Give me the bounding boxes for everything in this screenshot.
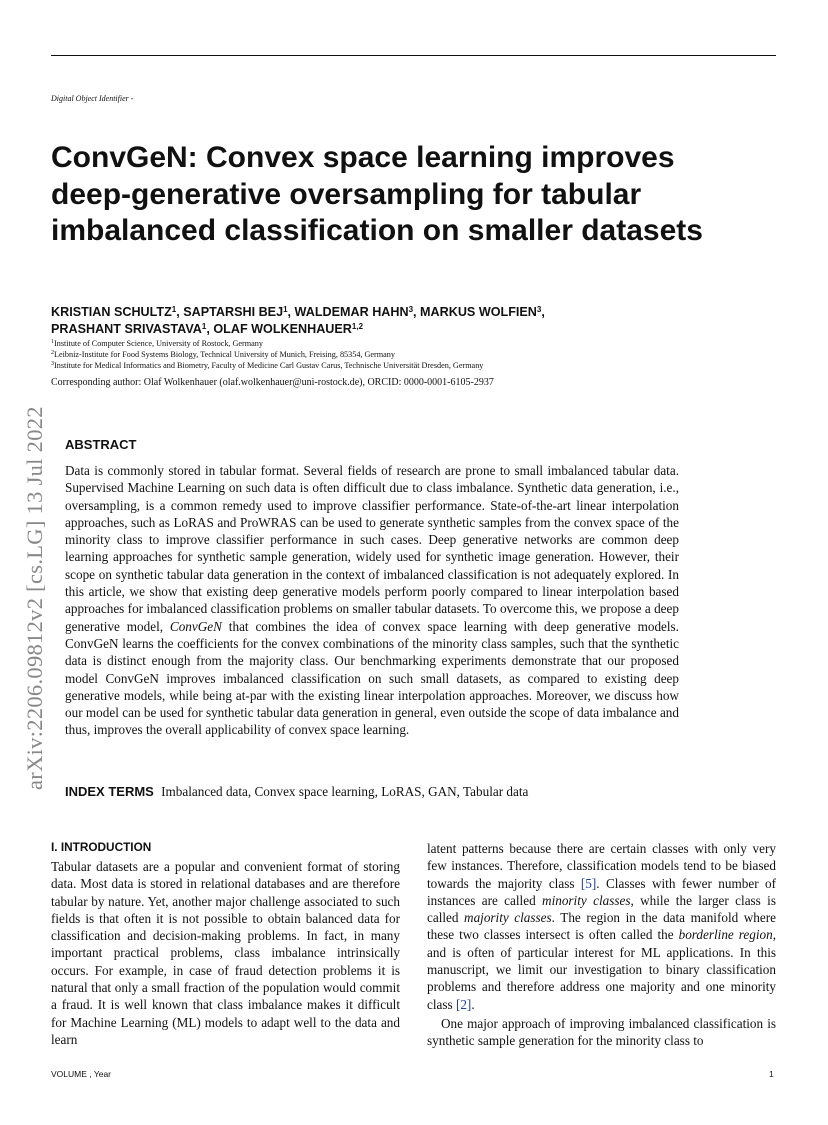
author: KRISTIAN SCHULTZ$^1$, [51, 305, 184, 319]
section-heading-introduction: I. INTRODUCTION [51, 840, 152, 854]
doi-label: Digital Object Identifier - [51, 94, 134, 103]
affiliation-list [51, 338, 751, 371]
author: PRASHANT SRIVASTAVA$^1$, [51, 322, 214, 336]
affiliation: $^3$Institute for Medical Informatics and Biometry, Faculty of Medicine Carl Gustav Carus, Technische Universität Dresden, Germany [51, 361, 484, 370]
footer-volume: VOLUME , Year [51, 1069, 112, 1079]
intro-paragraph-2: One major approach of improving imbalanced classification is synthetic sample generation for the minority class to [427, 1015, 776, 1049]
author: OLAF WOLKENHAUER$^{1,2}$ [213, 322, 364, 336]
author-list [51, 304, 751, 338]
abstract-heading: ABSTRACT [65, 437, 137, 452]
intro-paragraph-1-continued: latent patterns because there are certain classes with only very few instances. Therefore, classification models tend to be biased towards the majority class [5]. Classes with fewer number of instances are called minority classes, while the larger class is called majority classes. The region in the data manifold where these two classes intersect is often called the borderline region, and is often of particular interest for ML applications. In this manuscript, we limit our investigation to binary classification problems and therefore address one majority and one minority class [2]. [427, 841, 777, 1012]
page-number: 1 [769, 1069, 774, 1079]
corresponding-author: Corresponding author: Olaf Wolkenhauer (olaf.wolkenhauer@uni-rostock.de), ORCID: 0000-0001-6105-2937 [51, 377, 494, 388]
author: WALDEMAR HAHN$^3$, [294, 305, 421, 319]
arxiv-side-stamp: arXiv:2206.09812v2 [cs.LG] 13 Jul 2022 [22, 406, 47, 790]
affiliation: $^1$Institute of Computer Science, University of Rostock, Germany [51, 339, 263, 348]
abstract-body: Data is commonly stored in tabular format. Several fields of research are prone to small imbalanced tabular data. Supervised Machine Learning on such data is often difficult due to class imbalance. Synthetic data generation, i.e., oversampling, is a common remedy used to improve classifier performance. State-of-the-art linear interpolation approaches, such as LoRAS and ProWRAS can be used to generate synthetic samples from the convex space of the minority class to improve classifier performance in such cases. Deep generative networks are common deep learning approaches for synthetic sample generation, widely used for synthetic image generation. However, their scope on synthetic tabular data generation in the context of imbalanced classification is not adequately explored. In this article, we show that existing deep generative models perform poorly compared to linear interpolation based approaches for imbalanced classification problems on smaller tabular datasets. To overcome this, we propose a deep generative model, ConvGeN that combines the idea of convex space learning with deep generative models. ConvGeN learns the coefficients for the convex combinations of the minority class samples, such that the synthetic data is distinct enough from the majority class. Our benchmarking experiments demonstrate that our proposed model ConvGeN improves imbalanced classification on such small datasets, as compared to existing deep generative models, while being at-par with the existing linear interpolation approaches. Moreover, we discuss how our model can be used for synthetic tabular data generation in general, even outside the scope of data imbalance and thus, improves the overall applicability of convex space learning. [65, 463, 679, 738]
author: MARKUS WOLFIEN$^3$, [420, 305, 545, 319]
affiliation: $^2$Leibniz-Institute for Food Systems Biology, Technical University of Munich, Freising, 85354, Germany [51, 350, 395, 359]
intro-paragraph-1: Tabular datasets are a popular and convenient format of storing data. Most data is stored in relational databases and are therefore tabular by nature. Yet, another major challenge associated to such fields is that often it is not possible to obtain balanced data for classification and decision-making problems. In fact, in many important practical problems, class imbalance intrinsically occurs. For example, in case of fraud detection problems it is natural that only a small fraction of the population would commit a fraud. It is well known that class imbalance makes it difficult for Machine Learning (ML) models to adapt well to the data and learn [51, 859, 400, 1047]
author: SAPTARSHI BEJ$^1$, [183, 305, 295, 319]
left-column [51, 840, 400, 1048]
paper-title: ConvGeN: Convex space learning improves deep-generative oversampling for tabular imbalanced classification on smaller datasets [51, 141, 703, 247]
citation-link[interactable]: [2] [455, 996, 472, 1012]
index-terms-heading: INDEX TERMS [65, 784, 154, 799]
model-name-emphasis: ConvGeN [169, 618, 222, 634]
header-rule [51, 55, 776, 56]
right-column [427, 840, 776, 1050]
index-terms-text: Imbalanced data, Convex space learning, LoRAS, GAN, Tabular data [161, 784, 529, 799]
citation-link[interactable]: [5] [580, 875, 597, 891]
index-terms [65, 784, 705, 800]
